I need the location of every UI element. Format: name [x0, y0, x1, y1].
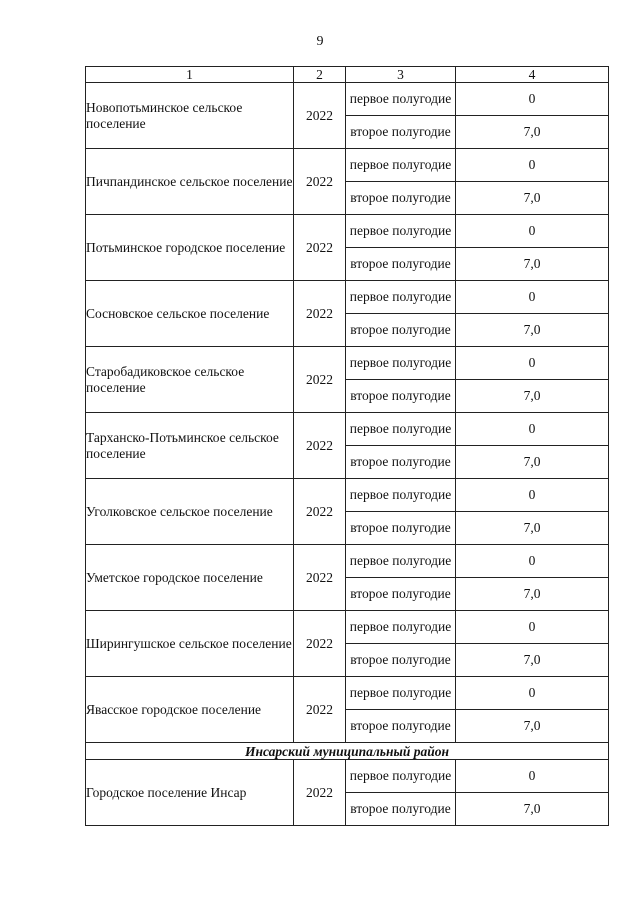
value-cell: 0	[456, 611, 609, 644]
table-row	[86, 413, 609, 446]
year-cell: 2022	[294, 677, 346, 743]
data-table	[85, 66, 609, 826]
period-cell: первое полугодие	[346, 413, 456, 446]
value-cell: 0	[456, 413, 609, 446]
year-cell: 2022	[294, 215, 346, 281]
table-row	[86, 545, 609, 578]
value-cell: 7,0	[456, 644, 609, 677]
year-cell: 2022	[294, 83, 346, 149]
value-cell: 0	[456, 149, 609, 182]
section-row	[86, 743, 609, 760]
value-cell: 0	[456, 83, 609, 116]
column-header: 1	[86, 67, 294, 83]
period-cell: первое полугодие	[346, 611, 456, 644]
year-cell: 2022	[294, 611, 346, 677]
table-row	[86, 347, 609, 380]
settlement-name: Уголковское сельское поселение	[86, 479, 294, 545]
value-cell: 7,0	[456, 793, 609, 826]
value-cell: 0	[456, 479, 609, 512]
table-row	[86, 83, 609, 116]
period-cell: второе полугодие	[346, 446, 456, 479]
settlement-name: Явасское городское поселение	[86, 677, 294, 743]
period-cell: первое полугодие	[346, 281, 456, 314]
period-cell: первое полугодие	[346, 83, 456, 116]
year-cell: 2022	[294, 347, 346, 413]
value-cell: 0	[456, 215, 609, 248]
table-row	[86, 215, 609, 248]
period-cell: первое полугодие	[346, 215, 456, 248]
value-cell: 7,0	[456, 248, 609, 281]
value-cell: 7,0	[456, 446, 609, 479]
settlement-name: Городское поселение Инсар	[86, 760, 294, 826]
period-cell: первое полугодие	[346, 149, 456, 182]
table-row	[86, 677, 609, 710]
period-cell: второе полугодие	[346, 644, 456, 677]
value-cell: 7,0	[456, 578, 609, 611]
section-title: Инсарский муниципальный район	[86, 743, 609, 760]
column-header: 3	[346, 67, 456, 83]
year-cell: 2022	[294, 479, 346, 545]
value-cell: 0	[456, 281, 609, 314]
value-cell: 0	[456, 545, 609, 578]
period-cell: второе полугодие	[346, 578, 456, 611]
table-row	[86, 760, 609, 793]
value-cell: 0	[456, 347, 609, 380]
settlement-name: Тарханско-Потьминское сельское поселение	[86, 413, 294, 479]
settlement-name: Новопотьминское сельское поселение	[86, 83, 294, 149]
period-cell: второе полугодие	[346, 793, 456, 826]
year-cell: 2022	[294, 545, 346, 611]
period-cell: второе полугодие	[346, 248, 456, 281]
period-cell: второе полугодие	[346, 182, 456, 215]
value-cell: 0	[456, 760, 609, 793]
settlement-name: Сосновское сельское поселение	[86, 281, 294, 347]
table-row	[86, 479, 609, 512]
settlement-name: Ширингушское сельское поселение	[86, 611, 294, 677]
year-cell: 2022	[294, 281, 346, 347]
period-cell: второе полугодие	[346, 710, 456, 743]
period-cell: второе полугодие	[346, 380, 456, 413]
period-cell: второе полугодие	[346, 314, 456, 347]
column-header: 4	[456, 67, 609, 83]
settlement-name: Пичпандинское сельское поселение	[86, 149, 294, 215]
period-cell: первое полугодие	[346, 545, 456, 578]
settlement-name: Уметское городское поселение	[86, 545, 294, 611]
settlement-name: Потьминское городское поселение	[86, 215, 294, 281]
period-cell: второе полугодие	[346, 116, 456, 149]
period-cell: первое полугодие	[346, 760, 456, 793]
value-cell: 7,0	[456, 512, 609, 545]
table-row	[86, 611, 609, 644]
year-cell: 2022	[294, 760, 346, 826]
table-row	[86, 281, 609, 314]
value-cell: 7,0	[456, 182, 609, 215]
value-cell: 7,0	[456, 116, 609, 149]
period-cell: второе полугодие	[346, 512, 456, 545]
page-number: 9	[316, 34, 324, 49]
period-cell: первое полугодие	[346, 677, 456, 710]
year-cell: 2022	[294, 413, 346, 479]
period-cell: первое полугодие	[346, 347, 456, 380]
column-header: 2	[294, 67, 346, 83]
year-cell: 2022	[294, 149, 346, 215]
value-cell: 0	[456, 677, 609, 710]
value-cell: 7,0	[456, 314, 609, 347]
value-cell: 7,0	[456, 380, 609, 413]
table-row	[86, 149, 609, 182]
header-row	[86, 67, 609, 83]
value-cell: 7,0	[456, 710, 609, 743]
settlement-name: Старобадиковское сельское поселение	[86, 347, 294, 413]
period-cell: первое полугодие	[346, 479, 456, 512]
table-body	[86, 83, 609, 826]
